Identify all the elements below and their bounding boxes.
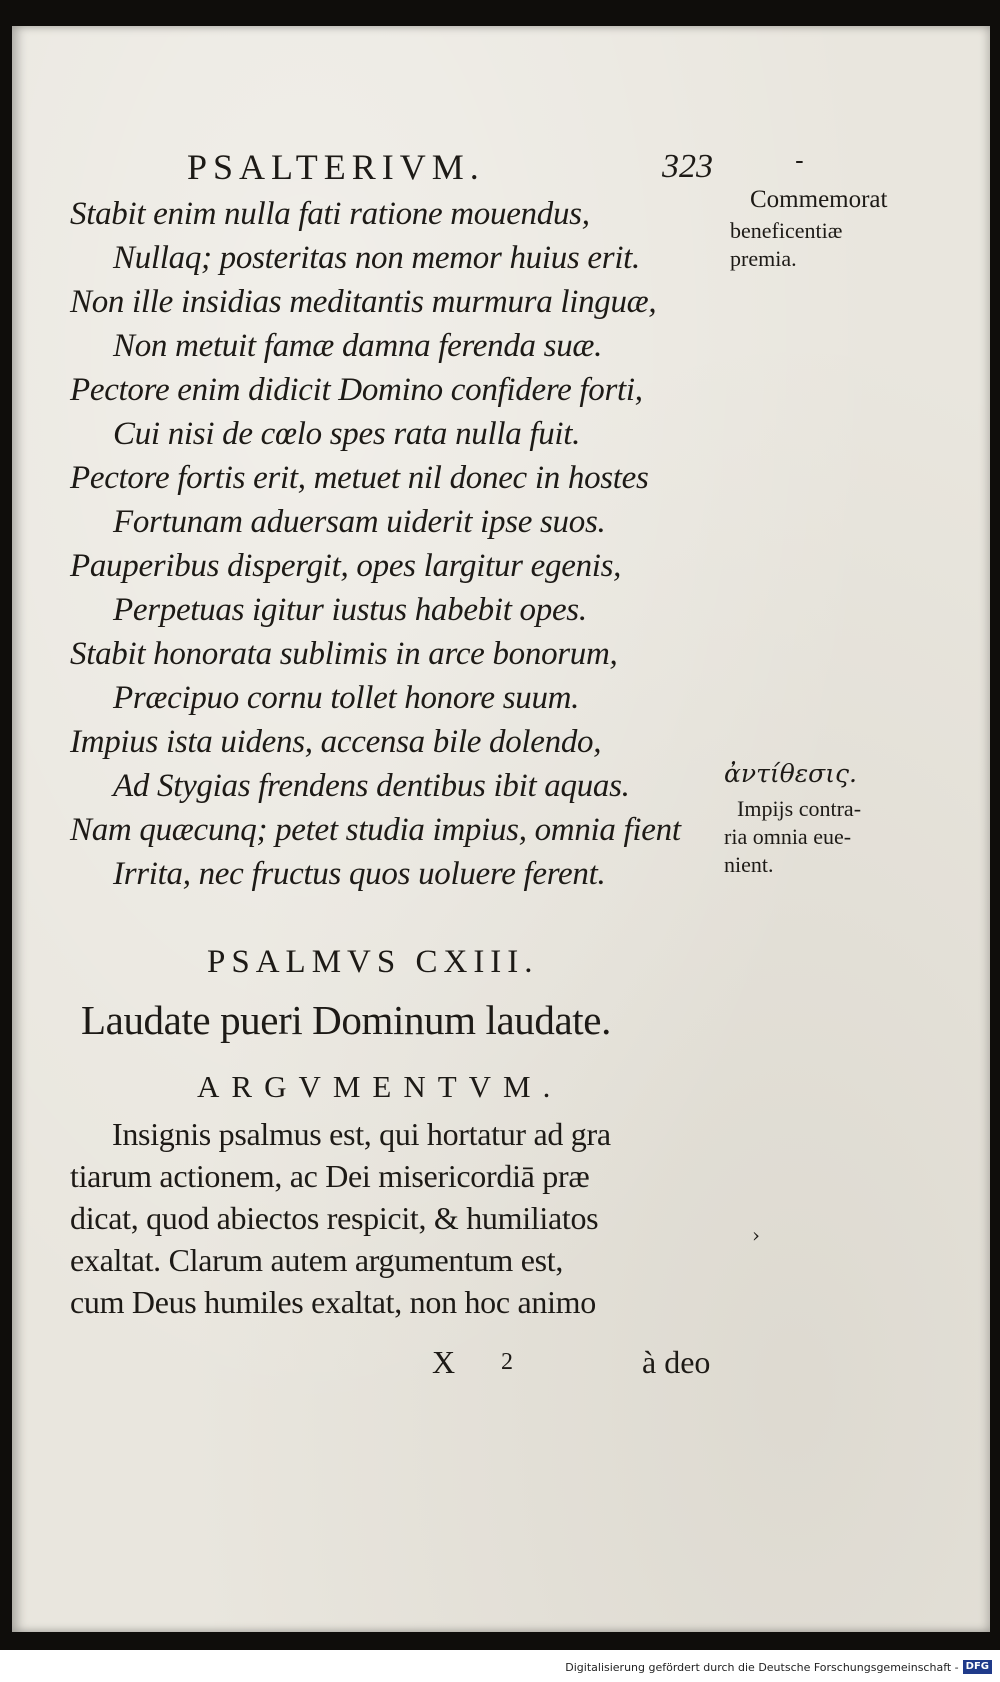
catchword: à deo: [642, 1344, 711, 1380]
argument-line-1: Insignis psalmus est, qui hortatur ad gra: [112, 1116, 611, 1152]
argument-heading: ARGVMENTVM.: [197, 1069, 563, 1104]
verse-line-6: Cui nisi de cœlo spes rata nulla fuit.: [113, 416, 581, 452]
margin-note-greek-antithesis: ἀντίθεσις.: [724, 759, 857, 788]
margin-note-commemorat-line-1: Commemorat: [750, 186, 888, 213]
dfg-logo-icon: DFG: [963, 1660, 992, 1674]
verse-line-13: Impius ista uidens, accensa bile dolendo,: [70, 724, 602, 760]
verse-line-10: Perpetuas igitur iustus habebit opes.: [113, 592, 587, 628]
argument-line-4: exaltat. Clarum autem argumentum est,: [70, 1242, 564, 1278]
signature-number: 2: [501, 1349, 513, 1375]
psalm-incipit: Laudate pueri Dominum laudate.: [81, 997, 611, 1043]
running-head-title: PSALTERIVM.: [187, 147, 485, 187]
argument-line-3: dicat, quod abiectos respicit, & humiliatos: [70, 1200, 599, 1236]
margin-note-commemorat-line-3: premia.: [730, 246, 797, 271]
digitization-credit: [565, 1660, 992, 1674]
digitization-credit-text: Digitalisierung gefördert durch die Deutsche Forschungsgemeinschaft -: [565, 1660, 959, 1674]
margin-note-impijs-line-2: ria omnia eue-: [724, 824, 852, 849]
verse-line-14: Ad Stygias frendens dentibus ibit aquas.: [113, 768, 630, 804]
signature-mark: X: [432, 1344, 456, 1380]
verse-line-9: Pauperibus dispergit, opes largitur egenis,: [70, 548, 622, 584]
verse-line-2: Nullaq; posteritas non memor huius erit.: [113, 240, 641, 276]
stray-ink-mark: ›: [752, 1223, 760, 1247]
verse-line-8: Fortunam aduersam uiderit ipse suos.: [113, 504, 606, 540]
verse-line-11: Stabit honorata sublimis in arce bonorum,: [70, 636, 618, 672]
margin-note-impijs-line-3: nient.: [724, 852, 774, 877]
verse-line-15: Nam quæcunq; petet studia impius, omnia fient: [70, 812, 681, 848]
margin-note-impijs-line-1: Impijs contra-: [737, 796, 862, 821]
verse-line-5: Pectore enim didicit Domino confidere forti,: [70, 372, 643, 408]
verse-line-7: Pectore fortis erit, metuet nil donec in hostes: [70, 460, 649, 496]
folio-number: 323: [662, 148, 713, 185]
running-head-dash: -: [795, 146, 804, 176]
verse-line-3: Non ille insidias meditantis murmura linguæ,: [70, 284, 657, 320]
verse-line-4: Non metuit famæ damna ferenda suæ.: [113, 328, 603, 364]
verse-line-16: Irrita, nec fructus quos uoluere ferent.: [113, 856, 606, 892]
psalm-number-heading: PSALMVS CXIII.: [207, 944, 539, 980]
argument-line-2: tiarum actionem, ac Dei misericordiā præ: [70, 1158, 590, 1194]
book-page: [12, 26, 990, 1632]
verse-line-12: Præcipuo cornu tollet honore suum.: [113, 680, 580, 716]
argument-line-5: cum Deus humiles exaltat, non hoc animo: [70, 1284, 596, 1320]
verse-line-1: Stabit enim nulla fati ratione mouendus,: [70, 196, 590, 232]
margin-note-commemorat-line-2: beneficentiæ: [730, 218, 843, 243]
